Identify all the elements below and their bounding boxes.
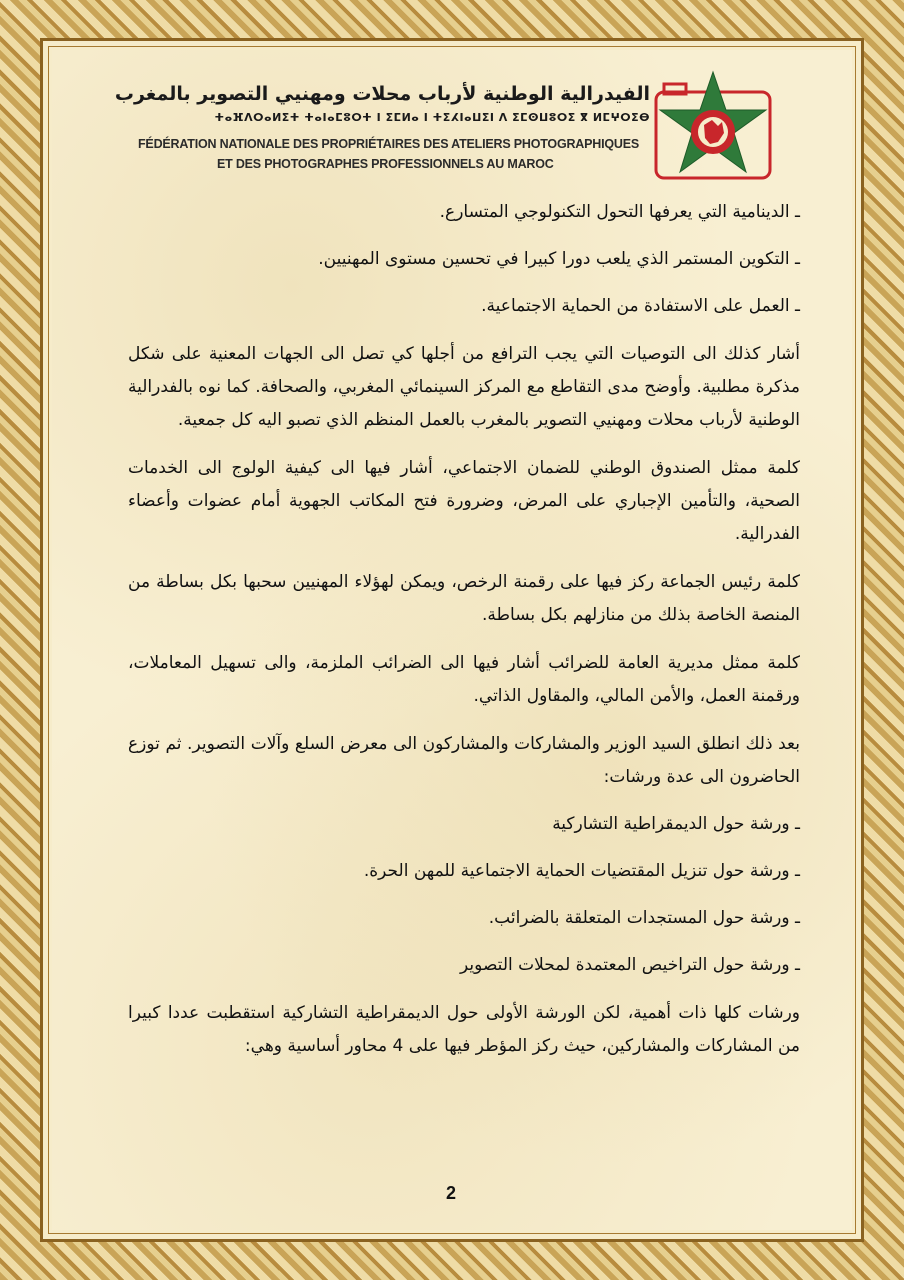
french-title-line1: FÉDÉRATION NATIONALE DES PROPRIÉTAIRES DES ATELIERS PHOTOGRAPHIQUES	[138, 137, 639, 151]
paragraph: كلمة رئيس الجماعة ركز فيها على رقمنة الرخص، ويمكن لهؤلاء المهنيين سحبها بكل بساطة من المنصة الخاصة بذلك من منازلهم بكل بساطة.	[128, 572, 800, 625]
paragraph: بعد ذلك انطلق السيد الوزير والمشاركات والمشاركون الى معرض السلع وآلات التصوير. ثم توزع الحاضرون الى عدة ورشات:	[128, 734, 800, 787]
document-body	[128, 196, 800, 1063]
tifinagh-title: ⵜⴰⴼⴷⵔⴰⵍⵉⵜ ⵜⴰⵏⴰⵎⵓⵔⵜ ⵏ ⵉⵎⵍⴰ ⵏ ⵜⵉⵃⵏⴰⵡⵉⵏ ⴷ ⵉⵎⵙⵡⵓⵔⵉ ⴳ ⵍⵎⵖⵔⵉⴱ	[214, 111, 650, 124]
list-item: ـ العمل على الاستفادة من الحماية الاجتماعية.	[481, 296, 800, 316]
list-item: ـ ورشة حول التراخيص المعتمدة لمحلات التصوير	[460, 955, 800, 975]
list-item: ـ التكوين المستمر الذي يلعب دورا كبيرا في تحسين مستوى المهنيين.	[318, 249, 800, 269]
paragraph: كلمة ممثل الصندوق الوطني للضمان الاجتماعي، أشار فيها الى كيفية الولوج الى الخدمات الصحية، والتأمين الإجباري على المرض، وضرورة فتح المكاتب الجهوية أمام عضوات وأعضاء الفدرالية.	[128, 458, 800, 544]
list-item: ـ الدينامية التي يعرفها التحول التكنولوجي المتسارع.	[439, 202, 800, 222]
paragraph: أشار كذلك الى التوصيات التي يجب الترافع من أجلها كي تصل الى الجهات المعنية على شكل مذكرة مطلبية. وأوضح مدى التقاطع مع المركز السينمائي المغربي، والصحافة. كما نوه بالفدرالية الوطنية لأرباب محلات ومهنيي التصوير بالمغرب بالعمل المنظم الذي تصبو اليه كل جمعية.	[128, 344, 800, 430]
french-title-line2: ET DES PHOTOGRAPHES PROFESSIONNELS AU MAROC	[217, 157, 554, 171]
page-number: 2	[446, 1183, 457, 1203]
list-item: ـ ورشة حول تنزيل المقتضيات الحماية الاجتماعية للمهن الحرة.	[363, 861, 800, 881]
paragraph: ورشات كلها ذات أهمية، لكن الورشة الأولى حول الديمقراطية التشاركية استقطبت عددا كبيرا من المشاركات والمشاركين، حيث ركز المؤطر فيها على 4 محاور أساسية وهي:	[128, 1003, 800, 1056]
list-item: ـ ورشة حول الديمقراطية التشاركية	[552, 814, 800, 834]
star-camera-logo-icon	[652, 70, 774, 182]
list-item: ـ ورشة حول المستجدات المتعلقة بالضرائب.	[488, 908, 800, 928]
arabic-title: الفيدرالية الوطنية لأرباب محلات ومهنيي التصوير بالمغرب	[114, 83, 650, 105]
paragraph: كلمة ممثل مديرية العامة للضرائب أشار فيها الى الضرائب الملزمة، والى تسهيل المعاملات، ورقمنة العمل، والأمن المالي، والمقاول الذاتي.	[128, 653, 800, 706]
